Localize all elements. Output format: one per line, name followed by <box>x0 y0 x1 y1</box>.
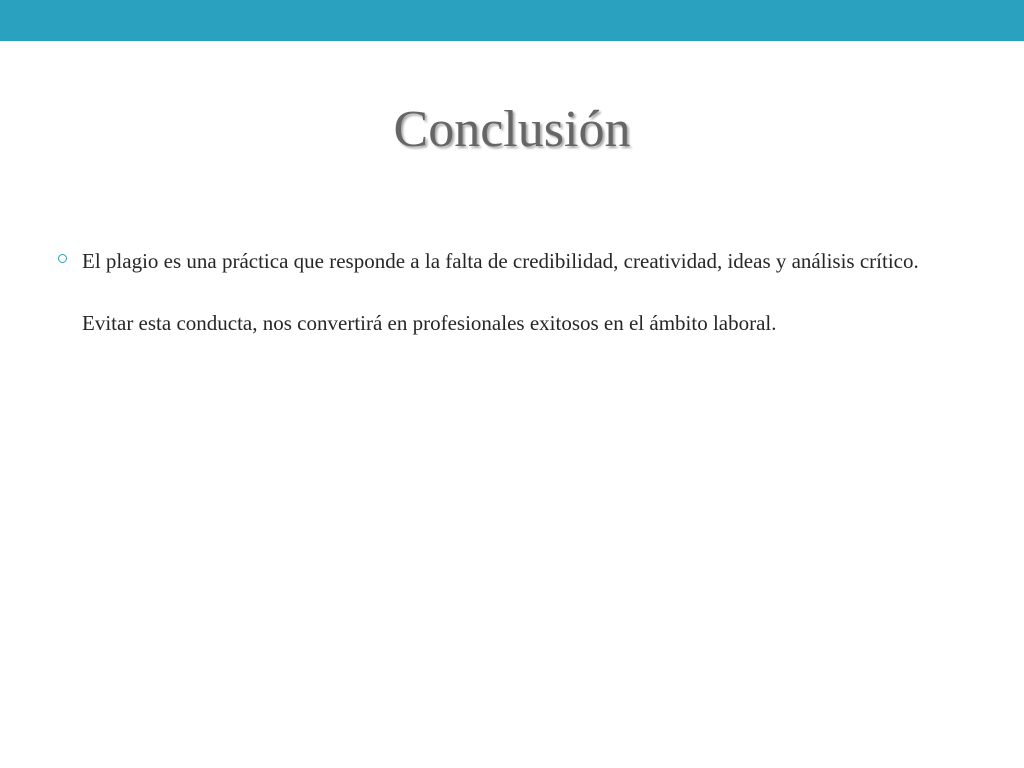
bullet-item <box>56 230 956 354</box>
bullet-text: El plagio es una práctica que responde a la falta de credibilidad, creatividad, ideas y análisis crítico. Evitar esta conducta, nos convertirá en profesionales exitosos en el ámbito laboral. <box>82 249 919 335</box>
hollow-circle-bullet-icon <box>58 254 67 263</box>
slide-title: Conclusión <box>393 101 631 158</box>
slide-content <box>56 230 956 354</box>
accent-top-bar <box>0 0 1024 41</box>
